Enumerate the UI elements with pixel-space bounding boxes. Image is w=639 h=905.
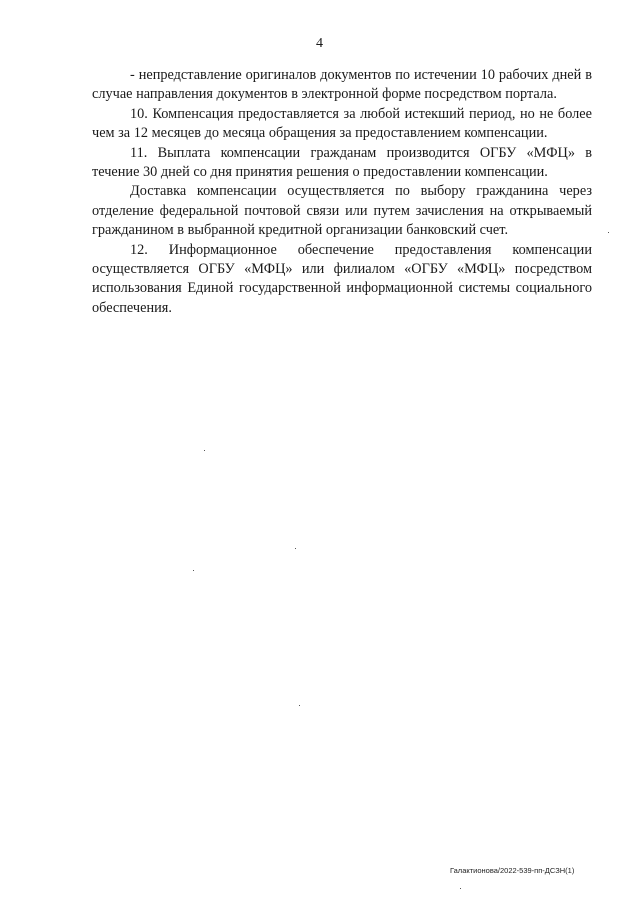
- paragraph-12-information-support: 12. Информационное обеспечение предоставления компенсации осуществляется ОГБУ «МФЦ» или филиалом «ОГБУ «МФЦ» посредством использования Единой государственной информационной системы социального обеспечения.: [92, 241, 592, 316]
- paragraph-10-compensation-period: 10. Компенсация предоставляется за любой истекший период, но не более чем за 12 месяцев до месяца обращения за предоставлением компенсации.: [92, 105, 592, 142]
- document-body: [92, 66, 592, 318]
- paragraph-non-submission: - непредставление оригиналов документов по истечении 10 рабочих дней в случае направления документов в электронной форме посредством портала.: [92, 67, 592, 103]
- scan-speck: [299, 705, 300, 706]
- page-number: 4: [316, 36, 323, 51]
- scan-speck: [295, 548, 296, 549]
- scan-speck: [460, 888, 461, 889]
- paragraph-delivery: Доставка компенсации осуществляется по выбору гражданина через отделение федеральной почтовой связи или путем зачисления на открываемый гражданином в выбранной кредитной организации банковский счет.: [92, 183, 592, 239]
- scan-speck: [204, 450, 205, 451]
- scan-speck: [193, 570, 194, 571]
- scan-speck: [608, 232, 609, 233]
- document-code: Галактионова/2022-539-пп-ДСЗН(1): [450, 866, 575, 875]
- paragraph-11-payment-terms: 11. Выплата компенсации гражданам производится ОГБУ «МФЦ» в течение 30 дней со дня принятия решения о предоставлении компенсации.: [92, 144, 592, 181]
